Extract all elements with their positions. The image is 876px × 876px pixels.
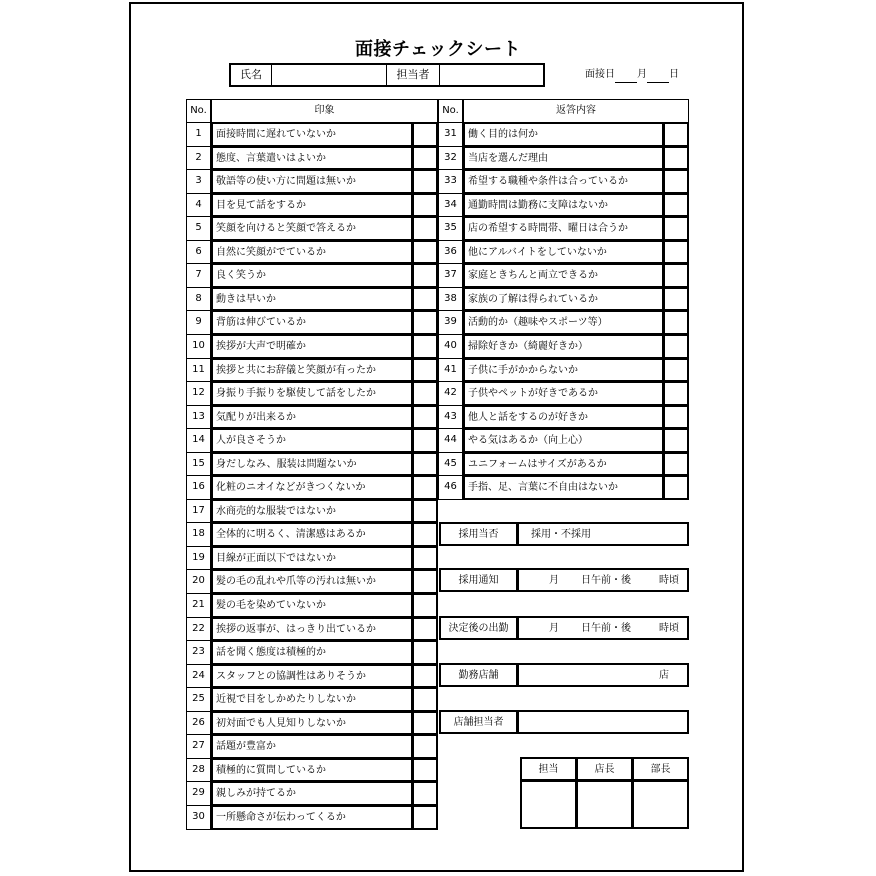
impression-row-number: 1 bbox=[186, 122, 211, 147]
impression-row-label: 身だしなみ、服装は問題ないか bbox=[211, 452, 413, 476]
impression-row-label: 水商売的な服装ではないか bbox=[211, 499, 413, 523]
impression-row-number: 11 bbox=[186, 358, 211, 382]
start-field[interactable] bbox=[517, 616, 689, 640]
impression-row-number: 13 bbox=[186, 405, 211, 429]
impression-row-checkbox[interactable] bbox=[412, 169, 438, 194]
answer-row-number: 46 bbox=[438, 475, 463, 500]
impression-row-checkbox[interactable] bbox=[412, 546, 438, 570]
notice-day: 日午前・後 bbox=[581, 575, 631, 586]
page-title: 面接チェックシート bbox=[355, 39, 521, 60]
name-field[interactable] bbox=[272, 65, 386, 85]
answer-row-number: 43 bbox=[438, 405, 463, 429]
impression-row-number: 6 bbox=[186, 240, 211, 264]
impression-row-label: 敬語等の使い方に問題は無いか bbox=[211, 169, 413, 194]
impression-row-number: 18 bbox=[186, 522, 211, 547]
impression-row-number: 10 bbox=[186, 334, 211, 359]
answer-row-label: 通勤時間は勤務に支障はないか bbox=[463, 193, 664, 217]
impression-row-label: 挨拶の返事が、はっきり出ているか bbox=[211, 617, 413, 641]
impression-row-checkbox[interactable] bbox=[412, 522, 438, 547]
header-answer: 返答内容 bbox=[463, 99, 689, 123]
decision-label: 採用当否 bbox=[439, 522, 518, 546]
answer-row-label: 他にアルバイトをしていないか bbox=[463, 240, 664, 264]
answer-row-label: 希望する職種や条件は合っているか bbox=[463, 169, 664, 194]
impression-row-number: 27 bbox=[186, 734, 211, 759]
impression-row-number: 26 bbox=[186, 711, 211, 735]
notice-field[interactable] bbox=[517, 568, 689, 592]
impression-row-label: 全体的に明るく、清潔感はあるか bbox=[211, 522, 413, 547]
impression-row-checkbox[interactable] bbox=[412, 664, 438, 688]
impression-row-label: 身振り手振りを駆使して話をしたか bbox=[211, 381, 413, 406]
answer-row-number: 41 bbox=[438, 358, 463, 382]
impression-row-number: 22 bbox=[186, 617, 211, 641]
approval-header-director: 部長 bbox=[632, 757, 689, 781]
answer-row-number: 44 bbox=[438, 428, 463, 453]
impression-row-label: 一所懸命さが伝わってくるか bbox=[211, 805, 413, 830]
impression-row-checkbox[interactable] bbox=[412, 310, 438, 335]
impression-row-checkbox[interactable] bbox=[412, 734, 438, 759]
impression-row-number: 28 bbox=[186, 758, 211, 782]
answer-row-number: 31 bbox=[438, 122, 463, 147]
impression-row-number: 14 bbox=[186, 428, 211, 453]
store-field[interactable] bbox=[517, 663, 689, 687]
impression-row-number: 30 bbox=[186, 805, 211, 830]
impression-row-label: 親しみが持てるか bbox=[211, 781, 413, 806]
decision-value[interactable]: 採用・不採用 bbox=[517, 522, 689, 546]
answer-row-checkbox[interactable] bbox=[663, 287, 689, 311]
answer-row-label: 当店を選んだ理由 bbox=[463, 146, 664, 170]
answer-row-checkbox[interactable] bbox=[663, 452, 689, 476]
interview-date bbox=[585, 67, 695, 83]
answer-row-label: 家族の了解は得られているか bbox=[463, 287, 664, 311]
impression-row-checkbox[interactable] bbox=[412, 617, 438, 641]
answer-row-label: 子供やペットが好きであるか bbox=[463, 381, 664, 406]
answer-row-label: 家庭ときちんと両立できるか bbox=[463, 263, 664, 288]
impression-row-number: 25 bbox=[186, 687, 211, 712]
answer-row-number: 38 bbox=[438, 287, 463, 311]
month-blank[interactable] bbox=[615, 71, 637, 83]
impression-row-label: 動きは早いか bbox=[211, 287, 413, 311]
date-month: 月 bbox=[637, 69, 647, 80]
approval-header-manager: 店長 bbox=[576, 757, 633, 781]
day-blank[interactable] bbox=[647, 71, 669, 83]
answer-row-checkbox[interactable] bbox=[663, 381, 689, 406]
impression-row-number: 29 bbox=[186, 781, 211, 806]
start-time: 時頃 bbox=[659, 623, 679, 634]
impression-row-label: 髪の毛の乱れや爪等の汚れは無いか bbox=[211, 569, 413, 594]
date-day: 日 bbox=[669, 69, 679, 80]
approval-stamp-director[interactable] bbox=[632, 780, 689, 829]
impression-row-number: 20 bbox=[186, 569, 211, 594]
impression-row-checkbox[interactable] bbox=[412, 146, 438, 170]
impression-row-label: 話題が豊富か bbox=[211, 734, 413, 759]
start-month: 月 bbox=[549, 623, 559, 634]
answer-row-number: 32 bbox=[438, 146, 463, 170]
answer-row-checkbox[interactable] bbox=[663, 263, 689, 288]
impression-row-checkbox[interactable] bbox=[412, 640, 438, 665]
impression-row-number: 7 bbox=[186, 263, 211, 288]
header-no-left: No. bbox=[186, 99, 211, 123]
answer-row-number: 36 bbox=[438, 240, 463, 264]
answer-row-checkbox[interactable] bbox=[663, 216, 689, 241]
store-staff-label: 店舗担当者 bbox=[439, 710, 518, 734]
approval-header-staff: 担当 bbox=[520, 757, 577, 781]
date-prefix: 面接日 bbox=[585, 69, 615, 80]
impression-row-label: 挨拶と共にお辞儀と笑顔が有ったか bbox=[211, 358, 413, 382]
header-no-right: No. bbox=[438, 99, 463, 123]
answer-row-checkbox[interactable] bbox=[663, 475, 689, 500]
header-impression: 印象 bbox=[211, 99, 438, 123]
impression-row-checkbox[interactable] bbox=[412, 475, 438, 500]
impression-row-number: 2 bbox=[186, 146, 211, 170]
answer-row-number: 34 bbox=[438, 193, 463, 217]
impression-row-label: 化粧のニオイなどがきつくないか bbox=[211, 475, 413, 500]
impression-row-checkbox[interactable] bbox=[412, 263, 438, 288]
impression-row-label: 背筋は伸びているか bbox=[211, 310, 413, 335]
impression-row-label: 初対面でも人見知りしないか bbox=[211, 711, 413, 735]
impression-row-number: 8 bbox=[186, 287, 211, 311]
store-suffix: 店 bbox=[659, 670, 669, 681]
notice-time: 時頃 bbox=[659, 575, 679, 586]
impression-row-label: 笑顔を向けると笑顔で答えるか bbox=[211, 216, 413, 241]
start-label: 決定後の出勤 bbox=[439, 616, 518, 640]
impression-row-label: 積極的に質問しているか bbox=[211, 758, 413, 782]
impression-row-label: 近視で目をしかめたりしないか bbox=[211, 687, 413, 712]
answer-row-label: 掃除好きか（綺麗好きか） bbox=[463, 334, 664, 359]
answer-row-label: 他人と話をするのが好きか bbox=[463, 405, 664, 429]
impression-row-checkbox[interactable] bbox=[412, 122, 438, 147]
impression-row-checkbox[interactable] bbox=[412, 287, 438, 311]
answer-row-label: 店の希望する時間帯、曜日は合うか bbox=[463, 216, 664, 241]
impression-row-number: 12 bbox=[186, 381, 211, 406]
answer-row-label: ユニフォームはサイズがあるか bbox=[463, 452, 664, 476]
approval-stamp-manager[interactable] bbox=[576, 780, 633, 829]
impression-row-checkbox[interactable] bbox=[412, 569, 438, 594]
impression-row-checkbox[interactable] bbox=[412, 334, 438, 359]
notice-month: 月 bbox=[549, 575, 559, 586]
store-label: 勤務店舗 bbox=[439, 663, 518, 687]
impression-row-label: スタッフとの協調性はありそうか bbox=[211, 664, 413, 688]
answer-row-number: 42 bbox=[438, 381, 463, 406]
impression-row-checkbox[interactable] bbox=[412, 593, 438, 618]
answer-row-label: やる気はあるか（向上心） bbox=[463, 428, 664, 453]
answer-row-number: 39 bbox=[438, 310, 463, 335]
answer-row-label: 活動的か（趣味やスポーツ等） bbox=[463, 310, 664, 335]
impression-row-checkbox[interactable] bbox=[412, 499, 438, 523]
impression-row-label: 目線が正面以下ではないか bbox=[211, 546, 413, 570]
approval-stamp-staff[interactable] bbox=[520, 780, 577, 829]
impression-row-checkbox[interactable] bbox=[412, 216, 438, 241]
impression-row-checkbox[interactable] bbox=[412, 240, 438, 264]
impression-row-number: 3 bbox=[186, 169, 211, 194]
answer-row-checkbox[interactable] bbox=[663, 169, 689, 194]
impression-row-checkbox[interactable] bbox=[412, 687, 438, 712]
answer-row-checkbox[interactable] bbox=[663, 358, 689, 382]
answer-row-checkbox[interactable] bbox=[663, 310, 689, 335]
answer-row-checkbox[interactable] bbox=[663, 405, 689, 429]
answer-row-label: 手指、足、言葉に不自由はないか bbox=[463, 475, 664, 500]
answer-row-number: 40 bbox=[438, 334, 463, 359]
impression-row-number: 5 bbox=[186, 216, 211, 241]
answer-row-number: 35 bbox=[438, 216, 463, 241]
impression-row-label: 挨拶が大声で明確か bbox=[211, 334, 413, 359]
impression-row-checkbox[interactable] bbox=[412, 758, 438, 782]
name-label: 氏名 bbox=[240, 68, 262, 81]
start-day: 日午前・後 bbox=[581, 623, 631, 634]
impression-row-number: 19 bbox=[186, 546, 211, 570]
impression-row-checkbox[interactable] bbox=[412, 358, 438, 382]
notice-label: 採用通知 bbox=[439, 568, 518, 592]
answer-row-checkbox[interactable] bbox=[663, 428, 689, 453]
impression-row-number: 15 bbox=[186, 452, 211, 476]
impression-row-label: 気配りが出来るか bbox=[211, 405, 413, 429]
impression-row-label: 人が良さそうか bbox=[211, 428, 413, 453]
answer-row-checkbox[interactable] bbox=[663, 334, 689, 359]
answer-row-number: 33 bbox=[438, 169, 463, 194]
impression-row-checkbox[interactable] bbox=[412, 193, 438, 217]
impression-row-checkbox[interactable] bbox=[412, 428, 438, 453]
impression-row-label: 話を聞く態度は積極的か bbox=[211, 640, 413, 665]
answer-row-checkbox[interactable] bbox=[663, 240, 689, 264]
impression-row-checkbox[interactable] bbox=[412, 711, 438, 735]
impression-row-label: 良く笑うか bbox=[211, 263, 413, 288]
store-staff-field[interactable] bbox=[517, 710, 689, 734]
answer-row-checkbox[interactable] bbox=[663, 146, 689, 170]
answer-row-label: 子供に手がかからないか bbox=[463, 358, 664, 382]
applicant-header bbox=[229, 63, 545, 87]
impression-row-checkbox[interactable] bbox=[412, 781, 438, 806]
impression-row-label: 態度、言葉遣いはよいか bbox=[211, 146, 413, 170]
answer-row-checkbox[interactable] bbox=[663, 193, 689, 217]
impression-row-label: 目を見て話をするか bbox=[211, 193, 413, 217]
impression-row-number: 24 bbox=[186, 664, 211, 688]
impression-row-checkbox[interactable] bbox=[412, 381, 438, 406]
answer-row-number: 37 bbox=[438, 263, 463, 288]
impression-row-number: 4 bbox=[186, 193, 211, 217]
answer-row-number: 45 bbox=[438, 452, 463, 476]
impression-row-checkbox[interactable] bbox=[412, 405, 438, 429]
impression-row-label: 自然に笑顔がでているか bbox=[211, 240, 413, 264]
impression-row-number: 9 bbox=[186, 310, 211, 335]
impression-row-number: 23 bbox=[186, 640, 211, 665]
impression-row-number: 21 bbox=[186, 593, 211, 618]
impression-row-checkbox[interactable] bbox=[412, 805, 438, 830]
staff-label: 担当者 bbox=[396, 68, 430, 81]
impression-row-label: 面接時間に遅れていないか bbox=[211, 122, 413, 147]
answer-row-label: 働く目的は何か bbox=[463, 122, 664, 147]
staff-field[interactable] bbox=[440, 65, 543, 85]
answer-row-checkbox[interactable] bbox=[663, 122, 689, 147]
impression-row-number: 16 bbox=[186, 475, 211, 500]
impression-row-checkbox[interactable] bbox=[412, 452, 438, 476]
impression-row-number: 17 bbox=[186, 499, 211, 523]
impression-row-label: 髪の毛を染めていないか bbox=[211, 593, 413, 618]
